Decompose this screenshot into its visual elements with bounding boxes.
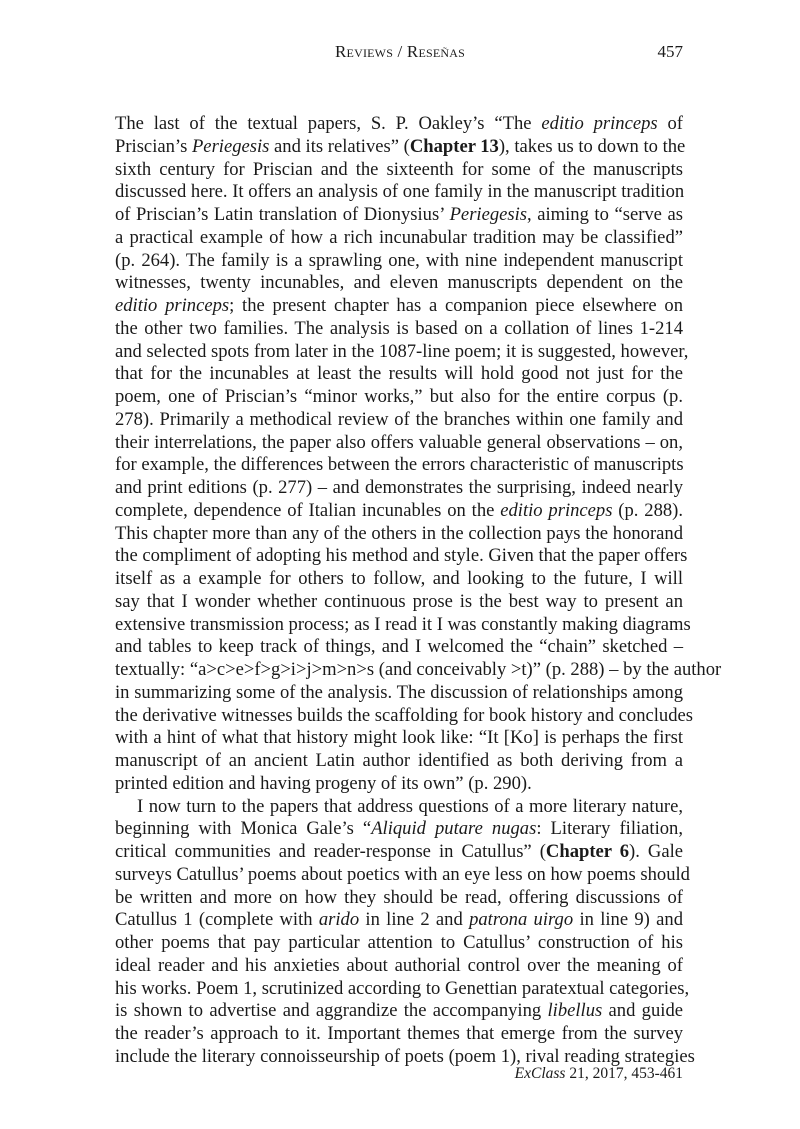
text-run: manuscript of an ancient Latin author identified as both deriving from a	[115, 750, 683, 771]
text-line	[115, 591, 683, 614]
journal-name: ExClass	[514, 1065, 566, 1082]
text-line	[115, 545, 688, 568]
italic-text: libellus	[547, 1000, 603, 1022]
text-run: and print editions (p. 277) – and demonstrates the surprising, indeed nearly	[115, 477, 683, 498]
bold-text: Chapter 13	[409, 135, 499, 157]
text-run: itself as a example for others to follow, and looking to the future, I will	[115, 568, 683, 589]
text-run: and its relatives” (	[269, 135, 410, 157]
text-run: extensive transmission process; as I read it I was constantly making diagrams	[115, 613, 691, 635]
italic-text: editio princeps	[115, 295, 230, 316]
text-line	[115, 295, 683, 318]
text-line	[115, 159, 683, 182]
text-run: poem, one of Priscian’s “minor works,” but also for the entire corpus (p.	[115, 386, 683, 407]
text-line	[115, 386, 683, 409]
italic-text: arido	[318, 909, 360, 931]
journal-citation: 21, 2017, 453-461	[565, 1065, 683, 1082]
text-line	[115, 659, 722, 682]
footer-citation	[515, 1065, 683, 1083]
text-run: and tables to keep track of things, and I welcomed the “chain” sketched –	[115, 636, 683, 658]
text-run: , aiming to “serve as	[527, 204, 683, 225]
text-line	[115, 796, 683, 819]
text-run: complete, dependence of Italian incunables on the	[115, 499, 501, 521]
paragraph-gale-review	[115, 795, 695, 1069]
italic-text: Aliquid putare nugas	[371, 818, 537, 840]
text-line	[115, 318, 683, 341]
text-run: other poems that pay particular attention to Catullus’ construction of his	[115, 932, 683, 953]
text-line	[115, 363, 683, 386]
paragraph-oakley-review	[115, 113, 722, 796]
text-run: with a hint of what that history might look like: “It [Ko] is perhaps the first	[115, 727, 683, 749]
text-run: printed edition and having progeny of its own” (p. 290).	[115, 772, 532, 794]
text-run: ideal reader and his anxieties about authorial control over the meaning of	[115, 954, 683, 976]
text-run: that for the incunables at least the results will hold good not just for the	[115, 363, 683, 385]
italic-text: Periegesis	[449, 204, 528, 225]
text-run: the reader’s approach to it. Important themes that emerge from the survey	[115, 1023, 683, 1044]
text-run: of Priscian’s Latin translation of Dionysius’	[115, 204, 450, 225]
text-run: ; the present chapter has a companion piece elsewhere on	[229, 295, 683, 316]
text-run: This chapter more than any of the others in the collection pays the honorand	[115, 522, 683, 544]
italic-text: editio princeps	[541, 113, 658, 134]
text-run: witnesses, twenty incunables, and eleven manuscripts dependent on the	[115, 272, 683, 294]
text-run: : Literary filiation,	[536, 818, 683, 840]
text-run: in summarizing some of the analysis. The discussion of relationships among	[115, 681, 683, 703]
text-run: ), takes us to down to the	[498, 135, 686, 157]
text-line	[115, 272, 683, 295]
text-line	[115, 613, 691, 637]
italic-text: editio princeps	[500, 499, 613, 521]
text-line	[115, 750, 683, 773]
text-run: in line 9) and	[573, 909, 683, 931]
text-line	[115, 955, 683, 978]
text-line	[115, 863, 690, 887]
text-run: sixth century for Priscian and the sixteenth for some of the manuscripts	[115, 158, 683, 180]
text-line	[115, 704, 694, 728]
text-run: discussed here. It offers an analysis of one family in the manuscript tradition	[115, 181, 685, 203]
page-number: 457	[657, 42, 683, 61]
text-line	[115, 932, 683, 955]
text-line	[115, 773, 683, 796]
text-line	[115, 500, 683, 523]
text-line	[115, 568, 683, 591]
text-run: be written and more on how they should be read, offering discussions of	[115, 886, 683, 908]
text-line	[115, 1000, 683, 1023]
text-line	[115, 727, 683, 750]
italic-text: Periegesis	[191, 135, 270, 157]
body-text	[115, 113, 722, 1069]
text-line	[115, 204, 683, 227]
text-run: beginning with Monica Gale’s “	[115, 818, 372, 840]
text-line	[115, 135, 686, 159]
text-line	[115, 250, 683, 273]
text-run: Catullus 1 (complete with	[115, 909, 319, 931]
text-run: say that I wonder whether continuous prose is the best way to present an	[115, 590, 683, 612]
text-run: the derivative witnesses builds the scaffolding for book history and concludes	[115, 704, 694, 726]
text-run: is shown to advertise and aggrandize the accompanying	[115, 1000, 548, 1022]
text-run: and selected spots from later in the 1087-line poem; it is suggested, however,	[115, 340, 689, 362]
text-line	[115, 454, 683, 477]
text-run: of	[657, 113, 683, 134]
text-run: their interrelations, the paper also offers valuable general observations – on,	[115, 431, 683, 453]
text-run: textually: “a>c>e>f>g>i>j>m>n>s (and conceivably >t)” (p. 288) – by the author	[115, 659, 722, 680]
text-line	[115, 523, 683, 546]
text-line	[115, 977, 690, 1001]
text-run: in line 2 and	[359, 909, 470, 931]
text-run: surveys Catullus’ poems about poetics with an eye less on how poems should	[115, 863, 690, 885]
text-line	[115, 818, 683, 841]
text-line	[115, 682, 683, 705]
text-run: a practical example of how a rich incunabular tradition may be classified”	[115, 226, 683, 248]
running-head-title: Reviews / Reseñas	[335, 42, 465, 61]
text-run: for example, the differences between the errors characteristic of manuscripts	[115, 454, 684, 476]
text-run: the other two families. The analysis is based on a collation of lines 1-214	[115, 317, 683, 339]
text-run: his works. Poem 1, scrutinized according to Genettian paratextual categories,	[115, 977, 690, 999]
bold-text: Chapter 6	[545, 841, 630, 862]
text-line	[115, 636, 683, 659]
text-line	[115, 409, 683, 432]
text-line	[115, 887, 683, 910]
italic-text: patrona uirgo	[469, 909, 574, 931]
text-run: and guide	[602, 1000, 683, 1022]
text-run: the compliment of adopting his method and style. Given that the paper offers	[115, 545, 688, 567]
text-run: The last of the textual papers, S. P. Oakley’s “The	[115, 113, 542, 134]
running-head	[0, 42, 800, 66]
text-line	[115, 477, 683, 500]
text-line	[115, 1023, 683, 1046]
text-line	[115, 227, 683, 250]
text-line	[115, 113, 683, 136]
text-run: ). Gale	[629, 841, 684, 862]
text-run: include the literary connoisseurship of poets (poem 1), rival reading strategies	[115, 1045, 695, 1067]
text-line	[115, 181, 683, 204]
text-run: Priscian’s	[115, 135, 192, 157]
text-run: 278). Primarily a methodical review of the branches within one family and	[115, 408, 683, 430]
text-line	[115, 841, 683, 864]
text-line	[115, 340, 689, 364]
text-run: I now turn to the papers that address questions of a more literary nature,	[137, 795, 683, 817]
text-run: (p. 288).	[612, 499, 683, 521]
text-run: critical communities and reader-response in Catullus” (	[115, 841, 546, 862]
text-run: (p. 264). The family is a sprawling one, with nine independent manuscript	[115, 249, 683, 271]
text-line	[115, 909, 683, 932]
text-line	[115, 432, 683, 455]
